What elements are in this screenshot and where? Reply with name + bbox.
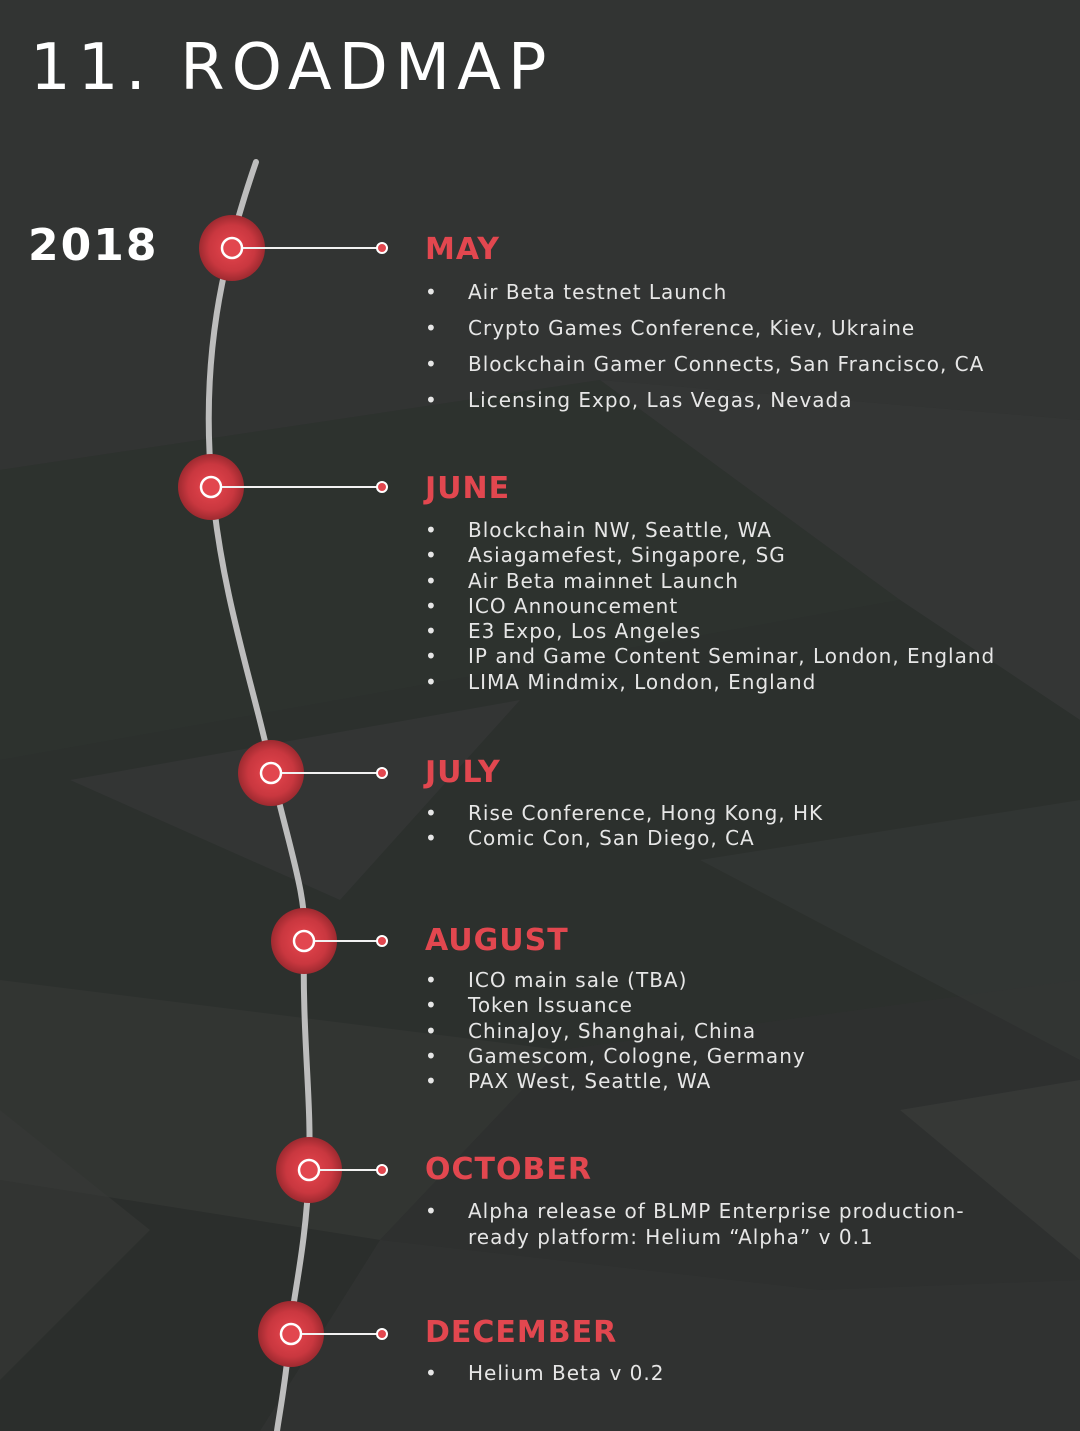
list-item: • Comic Con, San Diego, CA (425, 826, 1045, 851)
list-item: • Crypto Games Conference, Kiev, Ukraine (425, 310, 1045, 346)
list-item: • E3 Expo, Los Angeles (425, 619, 1045, 644)
page-title: 11. ROADMAP (30, 31, 554, 105)
list-item: • LIMA Mindmix, London, England (425, 670, 1045, 695)
list-item: • Air Beta mainnet Launch (425, 569, 1045, 594)
list-item: • Alpha release of BLMP Enterprise production-ready platform: Helium “Alpha” v 0.1 (425, 1198, 985, 1250)
list-item: • Licensing Expo, Las Vegas, Nevada (425, 382, 1045, 418)
list-item: • Token Issuance (425, 993, 1045, 1018)
timeline-node-october (276, 1137, 387, 1203)
list-item: • Blockchain Gamer Connects, San Francisco, CA (425, 346, 1045, 382)
month-heading-june: JUNE (425, 471, 511, 506)
section-list-december (425, 1361, 1045, 1386)
list-item: • IP and Game Content Seminar, London, England (425, 644, 1045, 669)
section-list-october (425, 1198, 985, 1250)
timeline-node-december (258, 1301, 387, 1367)
section-list-august (425, 968, 1045, 1094)
section-list-may (425, 274, 1045, 418)
month-heading-december: DECEMBER (425, 1315, 618, 1350)
list-item: • ICO main sale (TBA) (425, 968, 1045, 993)
timeline-node-july (238, 740, 387, 806)
list-item: • PAX West, Seattle, WA (425, 1069, 1045, 1094)
list-item: • ICO Announcement (425, 594, 1045, 619)
list-item: • Blockchain NW, Seattle, WA (425, 518, 1045, 543)
timeline-node-august (271, 908, 387, 974)
year-label: 2018 (28, 220, 159, 271)
list-item: • Gamescom, Cologne, Germany (425, 1044, 1045, 1069)
timeline-node-may (199, 215, 387, 281)
month-heading-july: JULY (425, 755, 501, 790)
month-heading-may: MAY (425, 232, 500, 267)
section-list-june (425, 518, 1045, 695)
list-item: • Helium Beta v 0.2 (425, 1361, 1045, 1386)
list-item: • Air Beta testnet Launch (425, 274, 1045, 310)
month-heading-october: OCTOBER (425, 1152, 592, 1187)
list-item: • Asiagamefest, Singapore, SG (425, 543, 1045, 568)
list-item: • Rise Conference, Hong Kong, HK (425, 801, 1045, 826)
month-heading-august: AUGUST (425, 923, 569, 958)
section-list-july (425, 801, 1045, 852)
timeline-node-june (178, 454, 387, 520)
list-item: • ChinaJoy, Shanghai, China (425, 1019, 1045, 1044)
